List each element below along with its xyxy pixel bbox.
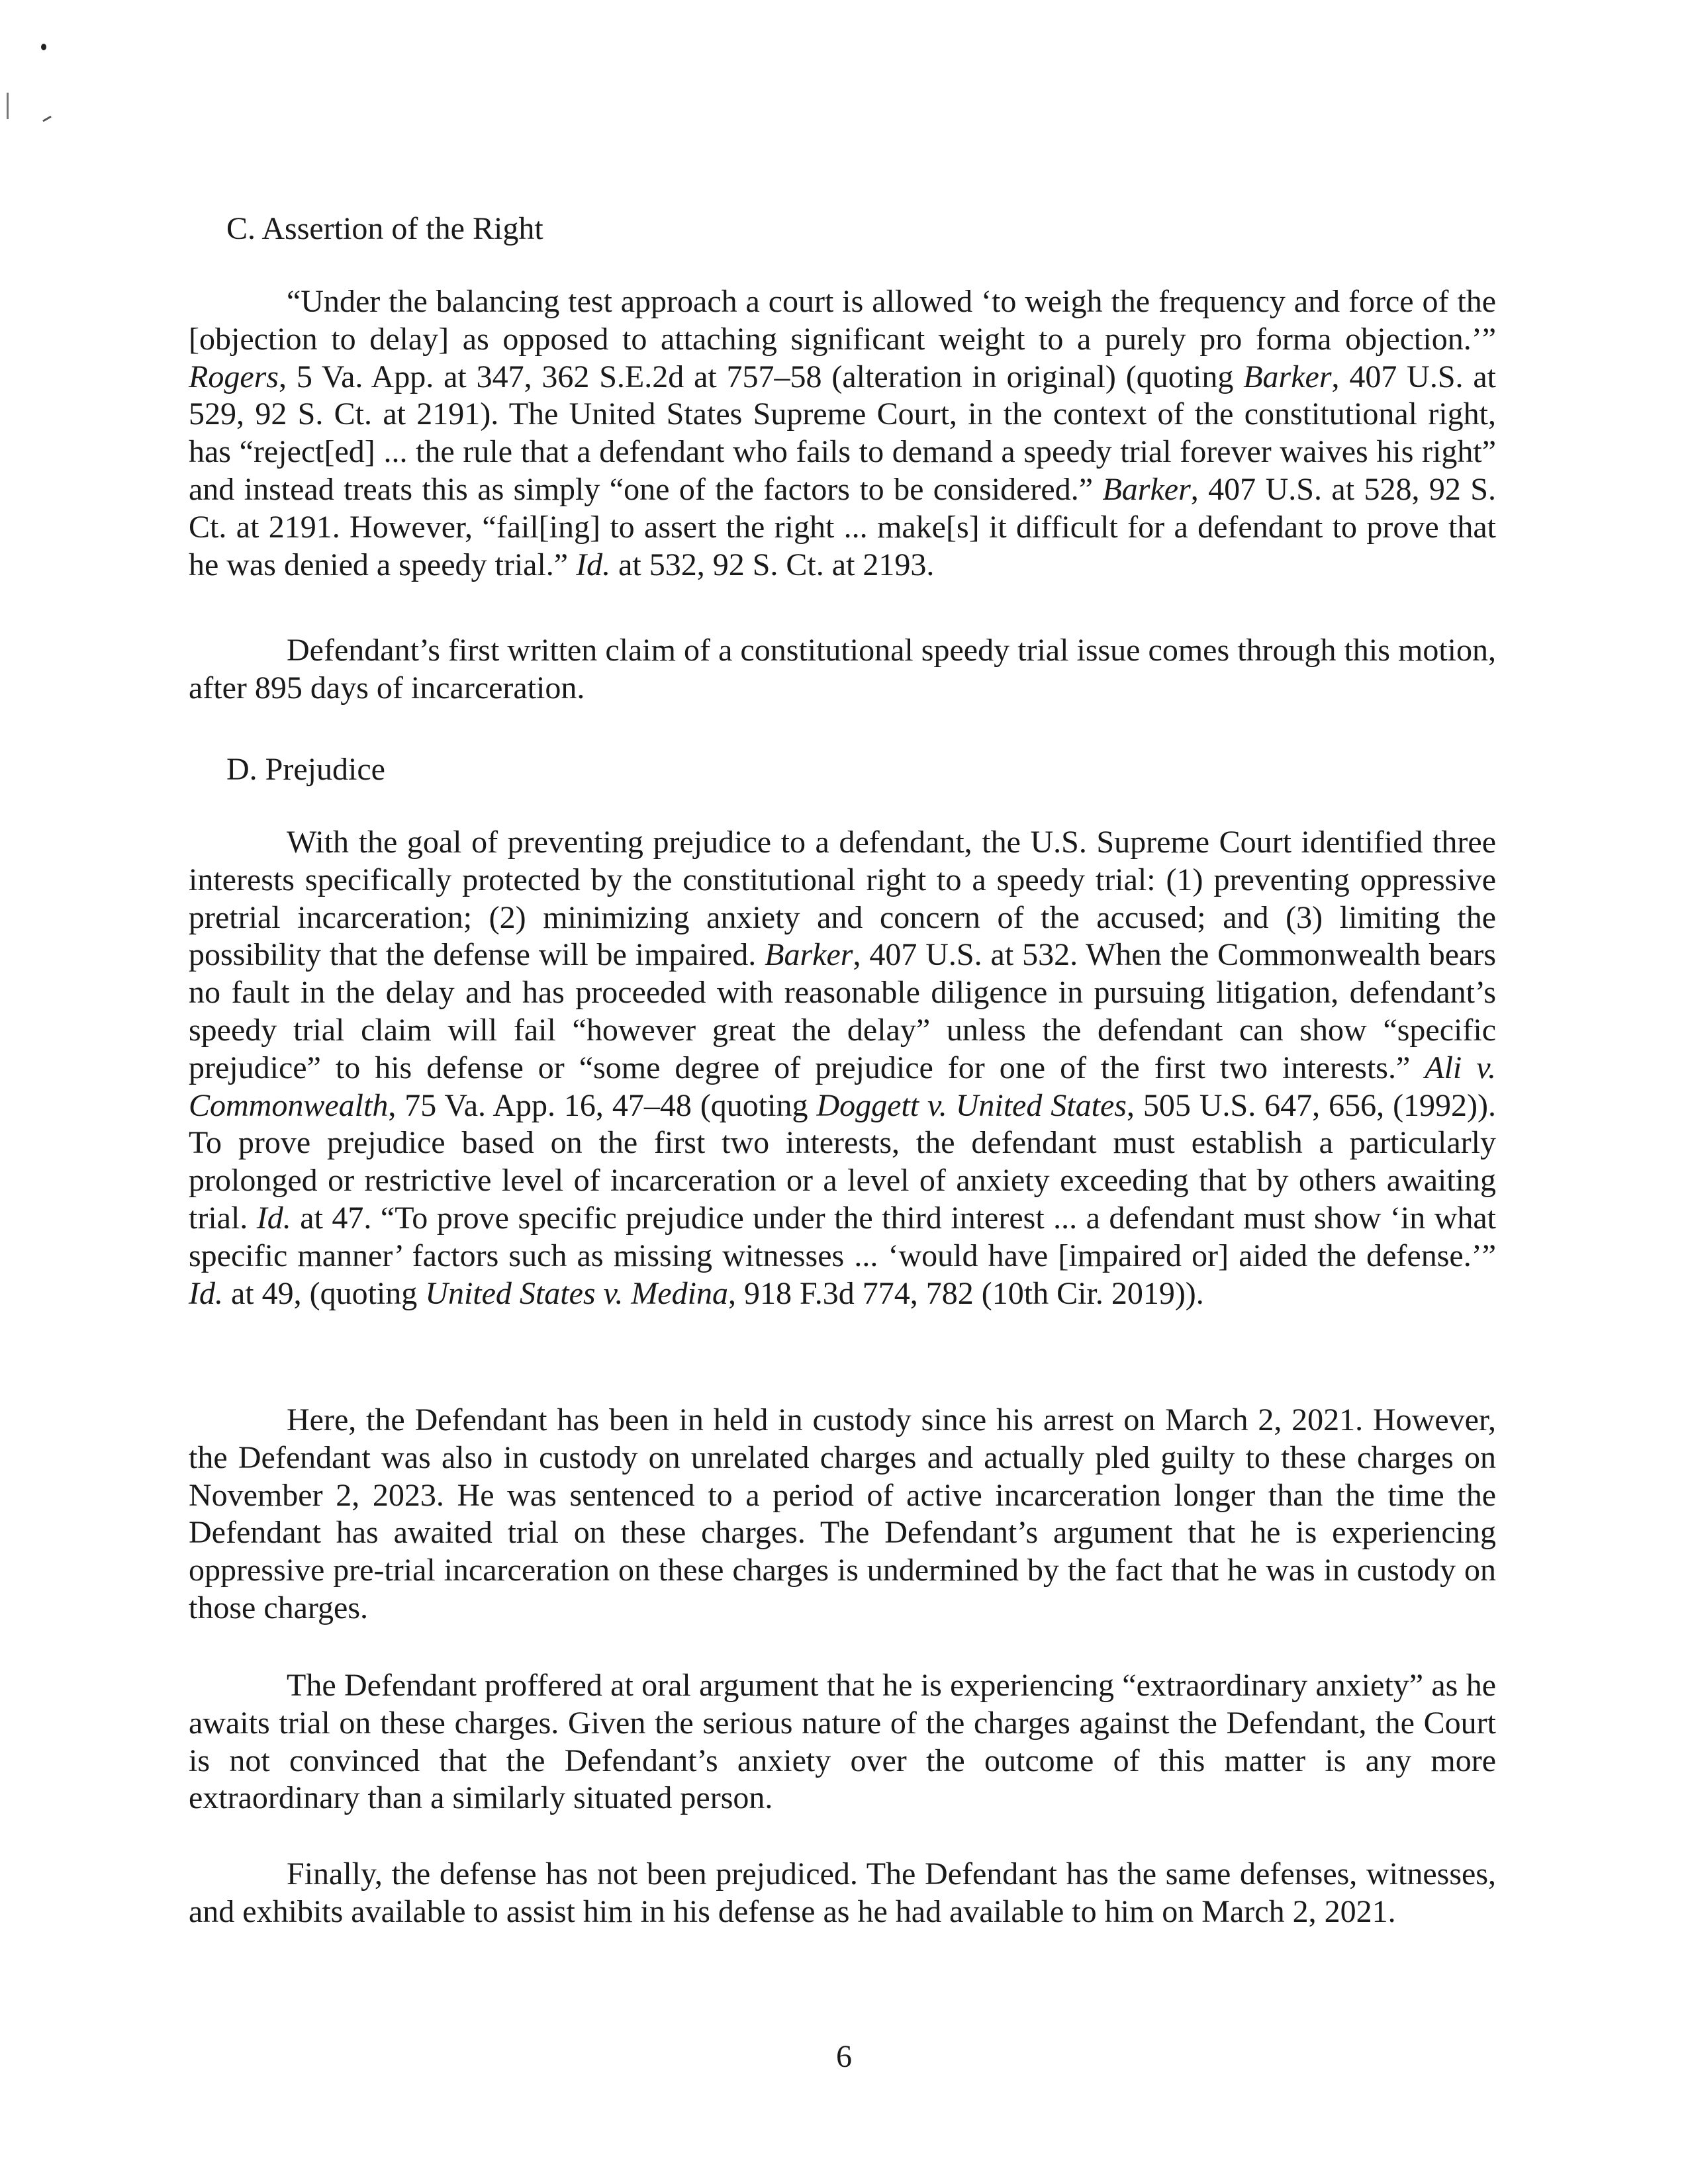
section-heading-prejudice: D. Prejudice: [226, 752, 385, 787]
text-run: at 532, 92 S. Ct. at 2193.: [610, 547, 935, 582]
text-run: , 918 F.3d 774, 782 (10th Cir. 2019)).: [727, 1275, 1204, 1311]
text-run: Defendant’s first written claim of a constitutional speedy trial issue comes through this motion, after 895 days of incarceration.: [189, 633, 1496, 705]
paragraph-assertion-1: [189, 283, 1496, 584]
scan-edge-line: [7, 93, 9, 119]
citation-italic: Id.: [256, 1200, 291, 1236]
text-run: , 5 Va. App. at 347, 362 S.E.2d at 757–58 (alteration in original) (quoting: [278, 359, 1244, 394]
text-run: , 75 Va. App. 16, 47–48 (quoting: [388, 1087, 817, 1123]
text-run: , 407 U.S. at 529, 92 S. Ct. at 2191). The United States Supreme Court, in the context of the constitutional right, has “reject[ed] ... the rule that a defendant who fails to demand a speedy trial forever waives his right” and instead treats this as simply “one of the factors to be considered.”: [189, 359, 1497, 507]
scan-stray-mark: [42, 116, 52, 122]
paragraph-prejudice-4: [189, 1856, 1496, 1931]
citation-italic: Id.: [576, 547, 611, 582]
text-run: Finally, the defense has not been prejudiced. The Defendant has the same defenses, witnesses, and exhibits available to assist him in his defense as he had available to him on March 2, 2021.: [189, 1856, 1496, 1929]
section-heading-assertion: C. Assertion of the Right: [226, 211, 543, 246]
text-run: , 407 U.S. at 528, 92 S. Ct. at 2191. However, “fail[ing] to assert the right ... make[s] it difficult for a defendant to prove that he was denied a speedy trial.”: [189, 471, 1496, 582]
citation-italic: Barker: [765, 937, 853, 973]
text-run: With the goal of preventing prejudice to a defendant, the U.S. Supreme Court identified three interests specifically protected by the constitutional right to a speedy trial: (1) preventing oppressive pretrial incarceration; (2) minimizing anxiety and concern of the accused; and (3) limiting the possibility that the defense will be impaired.: [189, 825, 1496, 973]
paragraph-prejudice-2: [189, 1402, 1496, 1627]
citation-italic: Id.: [189, 1275, 223, 1311]
text-run: at 49, (quoting: [222, 1275, 426, 1311]
citation-italic: Barker: [1243, 359, 1332, 394]
paragraph-prejudice-3: [189, 1667, 1496, 1817]
text-run: at 47. “To prove specific prejudice under the third interest ... a defendant must show ‘in what specific manner’ factors such as missing witnesses ... ‘would have [impaired or] aided the defense.’”: [189, 1200, 1497, 1273]
paragraph-assertion-2: [189, 632, 1496, 707]
citation-italic: United States v. Medina: [425, 1275, 728, 1311]
paragraph-prejudice-1: [189, 824, 1496, 1312]
scan-speck: [41, 44, 46, 50]
text-run: Here, the Defendant has been in held in custody since his arrest on March 2, 2021. However, the Defendant was also in custody on unrelated charges and actually pled guilty to these charges on November 2, 2023. He was sentenced to a period of active incarceration longer than the time the Defendant has awaited trial on these charges. The Defendant’s argument that he is experiencing oppressive pre-trial incarceration on these charges is undermined by the fact that he was in custody on those charges.: [189, 1402, 1496, 1625]
page-number: 6: [836, 2039, 852, 2074]
citation-italic: Doggett v. United States: [816, 1087, 1127, 1123]
text-run: , 407 U.S. at 532. When the Commonwealth bears no fault in the delay and has proceeded with reasonable diligence in pursuing litigation, defendant’s speedy trial claim will fail “however great the delay” unless the defendant can show “specific prejudice” to his defense or “some degree of prejudice for one of the first two interests.”: [189, 937, 1496, 1085]
text-run: The Defendant proffered at oral argument that he is experiencing “extraordinary anxiety” as he awaits trial on these charges. Given the serious nature of the charges against the Defendant, the Court is not convinced that the Defendant’s anxiety over the outcome of this matter is any more extraordinary than a similarly situated person.: [189, 1668, 1496, 1816]
citation-italic: Rogers: [189, 359, 279, 394]
citation-italic: Barker: [1102, 471, 1191, 507]
text-run: , 505 U.S. 647, 656, (1992)). To prove prejudice based on the first two interests, the defendant must establish a particularly prolonged or restrictive level of incarceration or a level of anxiety exceeding that by others awaiting trial.: [189, 1087, 1497, 1236]
text-run: “Under the balancing test approach a court is allowed ‘to weigh the frequency and force of the [objection to delay] as opposed to attaching significant weight to a purely pro forma objection.’”: [189, 284, 1496, 357]
citation-italic: Ali v. Commonwealth: [189, 1050, 1496, 1123]
